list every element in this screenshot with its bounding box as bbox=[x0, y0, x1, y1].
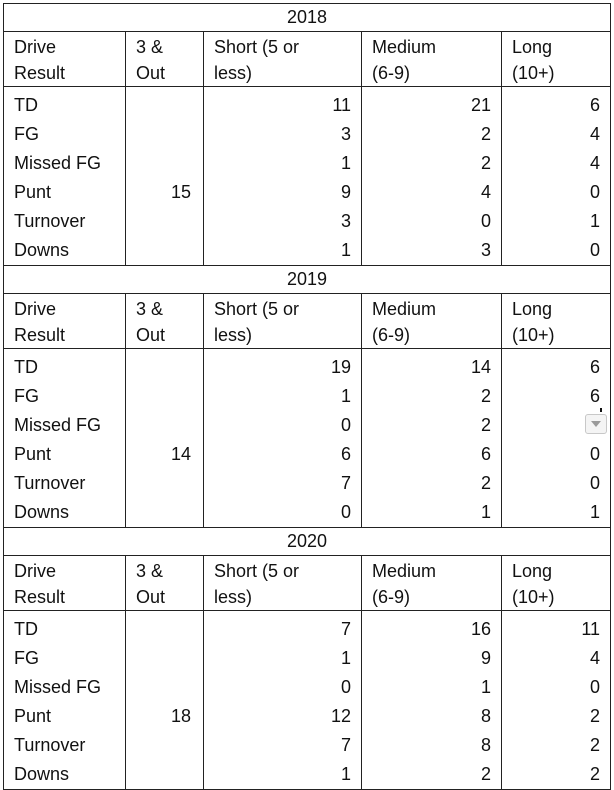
long-drive-cell bbox=[502, 349, 611, 528]
medium-value: 3 bbox=[480, 240, 491, 260]
header-label: 3 & Out bbox=[136, 299, 166, 345]
row-label: Punt bbox=[14, 444, 52, 464]
year-row bbox=[4, 4, 611, 32]
header-cell-three-out bbox=[126, 294, 204, 349]
medium-drive-cell bbox=[362, 87, 502, 266]
header-cell-drive-result bbox=[4, 32, 126, 87]
long-value: 0 bbox=[590, 444, 601, 464]
filter-dropdown-button[interactable] bbox=[585, 414, 607, 434]
header-label: Short (5 or less) bbox=[214, 561, 300, 607]
header-cell-three-out bbox=[126, 32, 204, 87]
medium-value: 2 bbox=[480, 124, 491, 144]
short-value: 1 bbox=[340, 764, 351, 784]
row-label: Punt bbox=[14, 182, 52, 202]
drive-result-cell bbox=[4, 611, 126, 790]
header-cell-drive-result bbox=[4, 556, 126, 611]
header-label: Drive Result bbox=[14, 561, 66, 607]
medium-value: 21 bbox=[470, 95, 491, 115]
header-label: Drive Result bbox=[14, 299, 66, 345]
row-label: Missed FG bbox=[14, 153, 102, 173]
header-cell-three-out bbox=[126, 556, 204, 611]
short-value: 19 bbox=[330, 357, 351, 377]
header-label: Medium (6-9) bbox=[372, 561, 437, 607]
medium-value: 0 bbox=[480, 211, 491, 231]
row-label: Turnover bbox=[14, 473, 86, 493]
medium-value: 16 bbox=[470, 619, 491, 639]
drive-results-table bbox=[3, 3, 611, 790]
table-body bbox=[4, 4, 611, 790]
three-and-out-cell bbox=[126, 611, 204, 790]
header-cell-long bbox=[502, 556, 611, 611]
cell-marker bbox=[600, 408, 602, 412]
short-value: 6 bbox=[340, 444, 351, 464]
medium-value: 1 bbox=[480, 502, 491, 522]
header-label: Long (10+) bbox=[512, 561, 555, 607]
row-label: TD bbox=[14, 95, 38, 115]
medium-value: 2 bbox=[480, 473, 491, 493]
header-label: 3 & Out bbox=[136, 561, 166, 607]
long-value: 6 bbox=[590, 386, 601, 406]
short-value: 0 bbox=[340, 502, 351, 522]
year-heading: 2020 bbox=[4, 528, 611, 556]
header-cell-long bbox=[502, 32, 611, 87]
long-value: 6 bbox=[590, 95, 601, 115]
header-label: Drive Result bbox=[14, 37, 66, 83]
data-row bbox=[4, 349, 611, 528]
long-value: 0 bbox=[590, 677, 601, 697]
row-label: FG bbox=[14, 386, 39, 406]
chevron-down-icon bbox=[590, 420, 602, 428]
short-value: 7 bbox=[340, 473, 351, 493]
header-label: Short (5 or less) bbox=[214, 37, 300, 83]
long-value: 2 bbox=[590, 764, 601, 784]
long-value: 0 bbox=[590, 240, 601, 260]
three-and-out-value: 18 bbox=[170, 706, 191, 726]
medium-value: 6 bbox=[480, 444, 491, 464]
header-cell-short bbox=[204, 32, 362, 87]
long-value: 4 bbox=[590, 153, 601, 173]
medium-drive-cell bbox=[362, 611, 502, 790]
short-value: 1 bbox=[340, 153, 351, 173]
header-cell-drive-result bbox=[4, 294, 126, 349]
drive-results-document bbox=[3, 3, 610, 784]
short-drive-cell bbox=[204, 87, 362, 266]
year-row bbox=[4, 528, 611, 556]
short-value: 1 bbox=[340, 386, 351, 406]
row-label: Downs bbox=[14, 764, 70, 784]
row-label: TD bbox=[14, 357, 38, 377]
row-label: Missed FG bbox=[14, 677, 102, 697]
year-heading: 2018 bbox=[4, 4, 611, 32]
header-cell-medium bbox=[362, 294, 502, 349]
header-label: Short (5 or less) bbox=[214, 299, 300, 345]
drive-result-cell bbox=[4, 87, 126, 266]
long-drive-cell bbox=[502, 611, 611, 790]
header-label: 3 & Out bbox=[136, 37, 166, 83]
three-and-out-value: 14 bbox=[170, 444, 191, 464]
short-value: 7 bbox=[340, 619, 351, 639]
long-value: 4 bbox=[590, 648, 601, 668]
short-value: 3 bbox=[340, 211, 351, 231]
long-value: 6 bbox=[590, 357, 601, 377]
short-value: 0 bbox=[340, 677, 351, 697]
row-label: TD bbox=[14, 619, 38, 639]
short-drive-cell bbox=[204, 349, 362, 528]
row-label: FG bbox=[14, 124, 39, 144]
three-and-out-value: 15 bbox=[170, 182, 191, 202]
short-value: 0 bbox=[340, 415, 351, 435]
header-cell-long bbox=[502, 294, 611, 349]
row-label: Missed FG bbox=[14, 415, 102, 435]
short-value: 1 bbox=[340, 648, 351, 668]
long-value: 11 bbox=[581, 619, 601, 639]
header-label: Long (10+) bbox=[512, 37, 555, 83]
medium-value: 8 bbox=[480, 735, 491, 755]
row-label: Turnover bbox=[14, 211, 86, 231]
short-drive-cell bbox=[204, 611, 362, 790]
short-value: 1 bbox=[340, 240, 351, 260]
row-label: FG bbox=[14, 648, 39, 668]
short-value: 12 bbox=[330, 706, 351, 726]
long-value: 4 bbox=[590, 124, 601, 144]
long-drive-cell bbox=[502, 87, 611, 266]
data-row bbox=[4, 87, 611, 266]
row-label: Downs bbox=[14, 502, 70, 522]
row-label: Downs bbox=[14, 240, 70, 260]
long-value: 2 bbox=[590, 735, 601, 755]
header-cell-short bbox=[204, 556, 362, 611]
header-row bbox=[4, 556, 611, 611]
header-row bbox=[4, 294, 611, 349]
row-label: Punt bbox=[14, 706, 52, 726]
medium-drive-cell bbox=[362, 349, 502, 528]
header-cell-medium bbox=[362, 32, 502, 87]
header-row bbox=[4, 32, 611, 87]
medium-value: 2 bbox=[480, 153, 491, 173]
long-value: 0 bbox=[590, 473, 601, 493]
medium-value: 8 bbox=[480, 706, 491, 726]
medium-value: 2 bbox=[480, 386, 491, 406]
header-cell-short bbox=[204, 294, 362, 349]
short-value: 3 bbox=[340, 124, 351, 144]
medium-value: 1 bbox=[480, 677, 491, 697]
data-row bbox=[4, 611, 611, 790]
long-value: 2 bbox=[590, 706, 601, 726]
short-value: 7 bbox=[340, 735, 351, 755]
three-and-out-cell bbox=[126, 349, 204, 528]
short-value: 9 bbox=[340, 182, 351, 202]
three-and-out-cell bbox=[126, 87, 204, 266]
medium-value: 2 bbox=[480, 415, 491, 435]
medium-value: 4 bbox=[480, 182, 491, 202]
year-row bbox=[4, 266, 611, 294]
header-cell-medium bbox=[362, 556, 502, 611]
medium-value: 14 bbox=[470, 357, 491, 377]
long-value: 1 bbox=[590, 502, 601, 522]
medium-value: 2 bbox=[480, 764, 491, 784]
medium-value: 9 bbox=[480, 648, 491, 668]
drive-result-cell bbox=[4, 349, 126, 528]
header-label: Medium (6-9) bbox=[372, 299, 437, 345]
year-heading: 2019 bbox=[4, 266, 611, 294]
long-value: 0 bbox=[590, 182, 601, 202]
long-value: 1 bbox=[590, 211, 601, 231]
short-value: 11 bbox=[332, 95, 351, 115]
row-label: Turnover bbox=[14, 735, 86, 755]
header-label: Long (10+) bbox=[512, 299, 555, 345]
header-label: Medium (6-9) bbox=[372, 37, 437, 83]
